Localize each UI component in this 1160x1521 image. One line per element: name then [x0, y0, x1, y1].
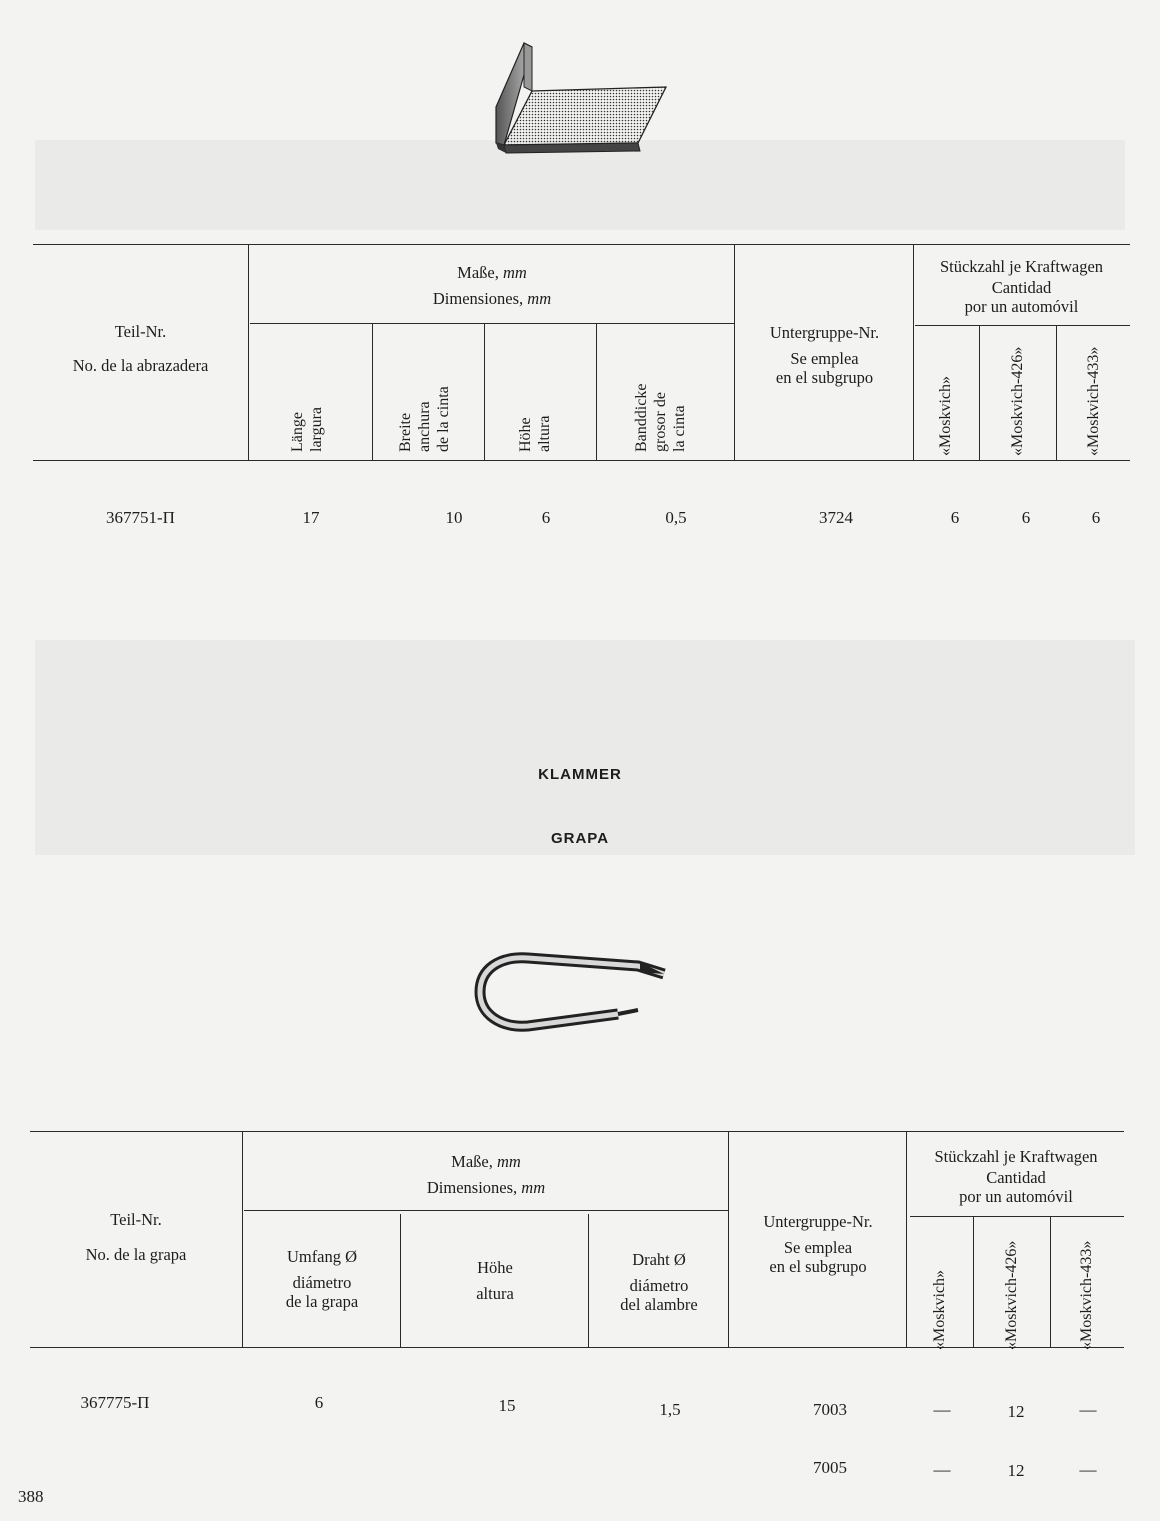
thickness-subheader: Banddicke grosor de la cinta: [633, 383, 688, 452]
dimensions-header-de: Maße, mm: [457, 263, 527, 282]
circumference-subheader-es1: diámetro: [292, 1273, 352, 1292]
model-moskvich-426: «Moskvich-426»: [1003, 1240, 1020, 1350]
height-subheader-de: Höhe: [477, 1258, 513, 1277]
wire-value: 1,5: [659, 1400, 681, 1419]
subgroup-header-de: Untergruppe-Nr.: [769, 323, 880, 342]
qty-moskvich-426: 12: [1007, 1402, 1025, 1421]
model-moskvich: «Moskvich»: [937, 376, 954, 456]
circumference-value: 6: [314, 1393, 324, 1412]
length-subheader: Länge largura: [289, 406, 325, 452]
quantity-header-de: Stückzahl je Kraftwagen: [934, 1147, 1098, 1166]
subgroup-value: 7005: [813, 1458, 847, 1477]
qty-moskvich: —: [933, 1400, 951, 1419]
subgroup-value: 7003: [813, 1400, 847, 1419]
part-number-header-de: Teil-Nr.: [110, 1210, 162, 1229]
dimensions-header-es: Dimensiones, mm: [432, 289, 552, 308]
length-value: 17: [302, 508, 320, 527]
model-moskvich: «Moskvich»: [931, 1270, 948, 1350]
part-number: 367775-П: [80, 1393, 150, 1412]
qty-moskvich: —: [933, 1460, 951, 1479]
width-subheader: Breite anchura de la cinta: [397, 386, 452, 452]
wire-subheader-de: Draht Ø: [632, 1250, 686, 1269]
section-title-es: GRAPA: [550, 830, 610, 847]
height-subheader-es: altura: [476, 1284, 514, 1303]
qty-moskvich-426: 6: [1021, 508, 1031, 527]
height-value: 15: [498, 1396, 516, 1415]
subgroup-header-de: Untergruppe-Nr.: [763, 1212, 873, 1231]
circumference-subheader-es2: de la grapa: [285, 1292, 359, 1311]
qty-moskvich: 6: [950, 508, 960, 527]
wire-subheader-es2: del alambre: [620, 1295, 698, 1314]
subgroup-header-es1: Se emplea: [783, 1238, 853, 1257]
quantity-header-es2: por un automóvil: [964, 297, 1079, 316]
width-value: 10: [445, 508, 463, 527]
dimensions-header-es: Dimensiones, mm: [426, 1178, 546, 1197]
model-moskvich-433: «Moskvich-433»: [1085, 346, 1102, 456]
circumference-subheader-de: Umfang Ø: [286, 1247, 358, 1266]
quantity-header-es1: Cantidad: [986, 1168, 1046, 1187]
qty-moskvich-433: —: [1079, 1460, 1097, 1479]
part-number-header-de: Teil-Nr.: [114, 322, 167, 341]
subgroup-value: 3724: [819, 508, 853, 527]
dimensions-header-de: Maße, mm: [451, 1152, 521, 1171]
angle-bracket-clip-illustration: [480, 35, 680, 165]
quantity-header-de: Stückzahl je Kraftwagen: [939, 257, 1104, 276]
thickness-value: 0,5: [665, 508, 687, 527]
section-title-de: KLAMMER: [538, 766, 622, 783]
model-moskvich-426: «Moskvich-426»: [1009, 346, 1026, 456]
u-staple-illustration: [468, 948, 678, 1038]
part-number-header-es: No. de la abrazadera: [72, 356, 209, 375]
quantity-header-es2: por un automóvil: [959, 1187, 1073, 1206]
subgroup-header-es1: Se emplea: [790, 349, 859, 368]
subgroup-header-es2: en el subgrupo: [775, 368, 874, 387]
wire-subheader-es1: diámetro: [629, 1276, 689, 1295]
qty-moskvich-433: 6: [1091, 508, 1101, 527]
qty-moskvich-433: —: [1079, 1400, 1097, 1419]
subgroup-header-es2: en el subgrupo: [769, 1257, 867, 1276]
part-number: 367751-П: [106, 508, 175, 527]
qty-moskvich-426: 12: [1007, 1461, 1025, 1480]
page-number: 388: [18, 1487, 44, 1506]
part-number-header-es: No. de la grapa: [85, 1245, 187, 1264]
height-value: 6: [541, 508, 551, 527]
model-moskvich-433: «Moskvich-433»: [1078, 1240, 1095, 1350]
quantity-header-es1: Cantidad: [991, 278, 1052, 297]
height-subheader: Höhe altura: [517, 415, 553, 452]
